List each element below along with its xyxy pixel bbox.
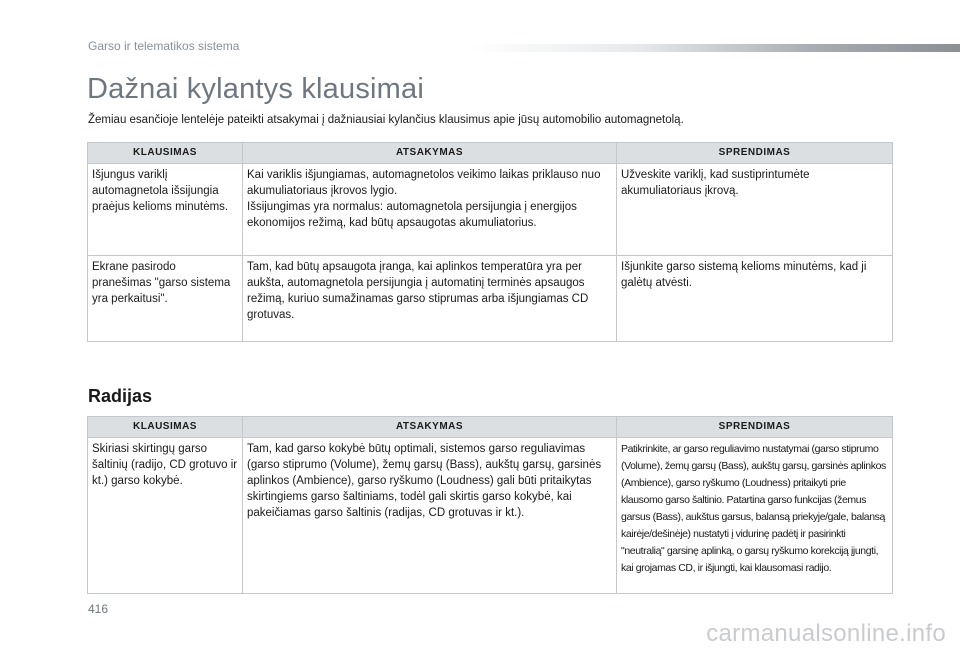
question-cell: Ekrane pasirodo pranešimas "garso sistema yra perkaitusi". xyxy=(88,256,243,342)
column-header-question: KLAUSIMAS xyxy=(88,417,243,438)
question-cell: Išjungus variklį automagnetola išsijungia praėjus kelioms minutėms. xyxy=(88,164,243,256)
column-header-solution: SPRENDIMAS xyxy=(617,417,893,438)
table-header-row xyxy=(88,417,893,438)
intro-paragraph: Žemiau esančioje lentelėje pateikti atsakymai į dažniausiai kylančius klausimus apie jūsų automobilio automagnetolą. xyxy=(88,114,684,126)
column-header-answer: ATSAKYMAS xyxy=(243,417,617,438)
faq-table-general xyxy=(87,142,893,342)
page-number: 416 xyxy=(88,602,109,616)
solution-cell: Užveskite variklį, kad sustiprintumėte akumuliatoriaus įkrovą. xyxy=(617,164,893,256)
column-header-answer: ATSAKYMAS xyxy=(243,143,617,164)
solution-cell: Patikrinkite, ar garso reguliavimo nustatymai (garso stiprumo (Volume), žemų garsų (Bass), aukštų garsų, garsinės aplinkos (Ambience), garso ryškumo (Loudness) pritaikyti prie klausomo garso šaltinio. Patartina garso funkcijas (žemus garsus (Bass), aukštus garsus, balansą priekyje/gale, balansą kairėje/dešinėje) nustatyti į vidurinę padėtį ir pasirinkti "neutralią" garsinę aplinką, o garsų ryškumo korekciją įjungti, kai grojamas CD, ir išjungti, kai klausomasi radijo. xyxy=(617,438,893,594)
answer-text: Kai variklis išjungiamas, automagnetolos veikimo laikas priklauso nuo akumuliatoriaus įkrovos lygio. Išsijungimas yra normalus: automagnetola persijungia į energijos ekonomijos režimą, kad būtų apsaugotas akumuliatorius. xyxy=(247,169,601,229)
header-gradient-bar xyxy=(470,44,960,52)
page-title: Dažnai kylantys klausimai xyxy=(87,73,425,105)
radio-section-title: Radijas xyxy=(88,386,153,406)
answer-cell: Tam, kad būtų apsaugota įranga, kai aplinkos temperatūra yra per aukšta, automagnetola persijungia į automatinį terminės apsaugos režimą, kuriuo sumažinamas garso stiprumas arba išjungiamas CD grotuvas. xyxy=(243,256,617,342)
question-cell: Skiriasi skirtingų garso šaltinių (radijo, CD grotuvo ir kt.) garso kokybė. xyxy=(88,438,243,594)
table-row xyxy=(88,438,893,594)
table-row xyxy=(88,164,893,256)
column-header-question: KLAUSIMAS xyxy=(88,143,243,164)
solution-cell: Išjunkite garso sistemą kelioms minutėms, kad ji galėtų atvėsti. xyxy=(617,256,893,342)
answer-cell: Tam, kad garso kokybė būtų optimali, sistemos garso reguliavimas (garso stiprumo (Volume), žemų garsų (Bass), aukštų garsų, garsinės aplinkos (Ambience), garso ryškumo (Loudness) gali būti pritaikytas skirtingiems garso šaltiniams, todėl gali skirtis garso kokybė, kai pakeičiamas garso šaltinis (radijas, CD grotuvas ir kt.). xyxy=(243,438,617,594)
column-header-solution: SPRENDIMAS xyxy=(617,143,893,164)
faq-table-radio xyxy=(87,416,893,594)
answer-cell xyxy=(243,164,617,256)
table-row xyxy=(88,256,893,342)
table-header-row xyxy=(88,143,893,164)
section-header-label: Garso ir telematikos sistema xyxy=(88,39,240,53)
watermark: carmanualsonline.info xyxy=(706,620,946,647)
